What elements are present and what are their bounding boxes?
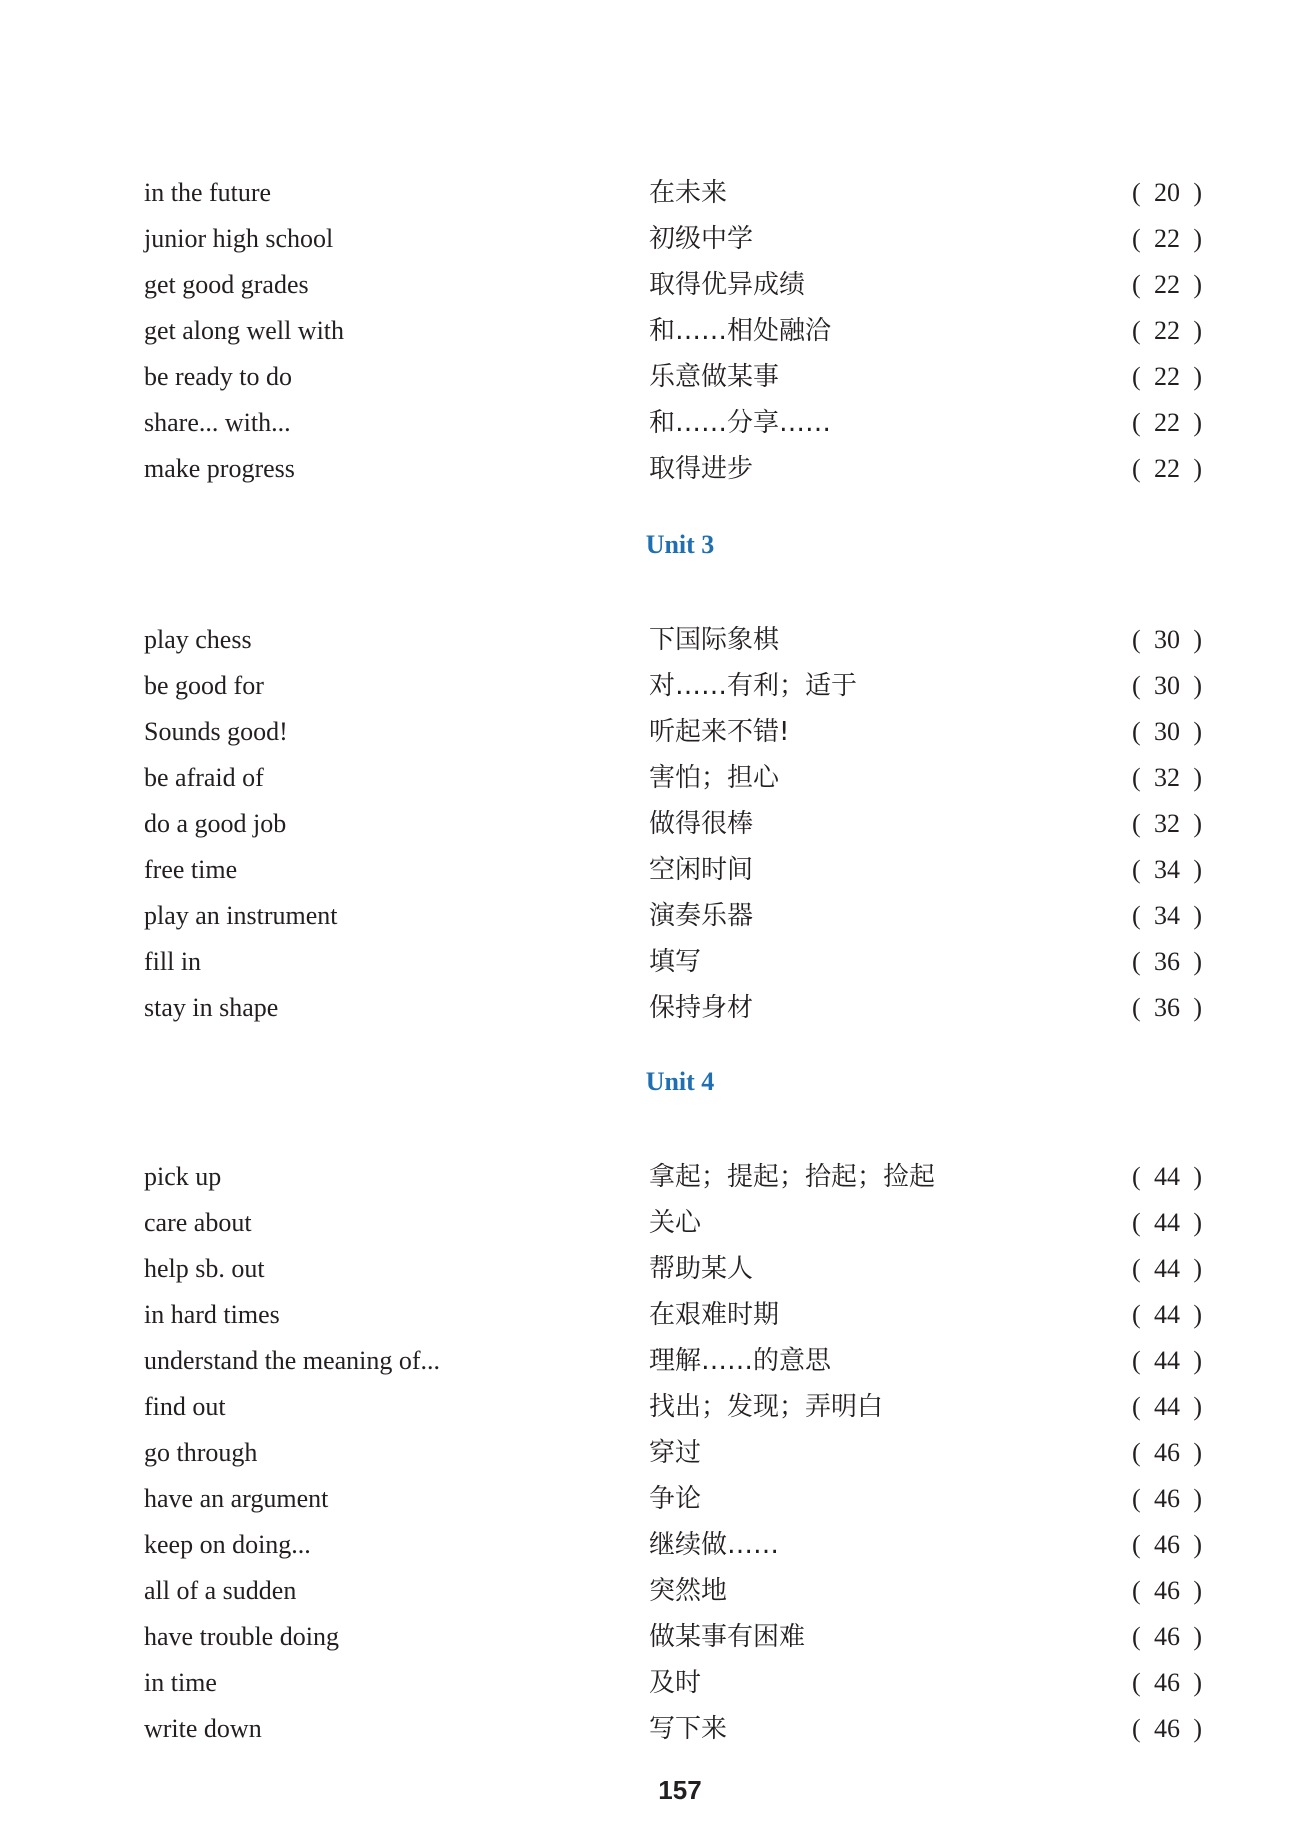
chinese-meaning: 在艰难时期 bbox=[649, 1300, 780, 1330]
english-phrase: have an argument bbox=[144, 1484, 329, 1513]
vocab-entry bbox=[0, 262, 1311, 308]
chinese-meaning: 找出；发现；弄明白 bbox=[649, 1392, 884, 1422]
english-phrase: fill in bbox=[144, 947, 202, 976]
page-reference: ( 44 ) bbox=[1132, 1254, 1202, 1283]
chinese-meaning: 继续做…… bbox=[649, 1530, 780, 1560]
page-reference: ( 20 ) bbox=[1132, 178, 1202, 207]
english-phrase: understand the meaning of... bbox=[144, 1346, 441, 1375]
chinese-meaning: 取得优异成绩 bbox=[649, 270, 806, 300]
vocab-entry bbox=[0, 446, 1311, 492]
page-reference: ( 44 ) bbox=[1132, 1208, 1202, 1237]
page-reference: ( 36 ) bbox=[1132, 947, 1202, 976]
page-reference: ( 30 ) bbox=[1132, 717, 1202, 746]
vocab-entry bbox=[0, 985, 1311, 1031]
english-phrase: Sounds good! bbox=[144, 717, 288, 746]
chinese-meaning: 听起来不错! bbox=[649, 717, 790, 747]
chinese-meaning: 演奏乐器 bbox=[649, 901, 754, 931]
unit-heading: Unit 4 bbox=[645, 1067, 715, 1096]
english-phrase: go through bbox=[144, 1438, 258, 1467]
chinese-meaning: 空闲时间 bbox=[649, 855, 754, 885]
vocab-entry bbox=[0, 1614, 1311, 1660]
vocab-entry bbox=[0, 939, 1311, 985]
vocab-entry bbox=[0, 847, 1311, 893]
vocab-entry bbox=[0, 400, 1311, 446]
chinese-meaning: 乐意做某事 bbox=[649, 362, 780, 392]
vocab-entry bbox=[0, 216, 1311, 262]
page-reference: ( 34 ) bbox=[1132, 855, 1202, 884]
english-phrase: play chess bbox=[144, 625, 252, 654]
vocab-entry bbox=[0, 1660, 1311, 1706]
english-phrase: in time bbox=[144, 1668, 217, 1697]
vocab-entry bbox=[0, 354, 1311, 400]
chinese-meaning: 在未来 bbox=[649, 178, 728, 208]
page-reference: ( 44 ) bbox=[1132, 1392, 1202, 1421]
vocab-entry bbox=[0, 1476, 1311, 1522]
english-phrase: pick up bbox=[144, 1162, 222, 1191]
chinese-meaning: 下国际象棋 bbox=[649, 625, 780, 655]
english-phrase: be afraid of bbox=[144, 763, 264, 792]
page-reference: ( 22 ) bbox=[1132, 270, 1202, 299]
english-phrase: get good grades bbox=[144, 270, 309, 299]
english-phrase: in the future bbox=[144, 178, 272, 207]
vocab-entry bbox=[0, 1522, 1311, 1568]
vocab-entry bbox=[0, 1430, 1311, 1476]
english-phrase: make progress bbox=[144, 454, 295, 483]
english-phrase: keep on doing... bbox=[144, 1530, 311, 1559]
chinese-meaning: 害怕；担心 bbox=[649, 763, 780, 793]
chinese-meaning: 突然地 bbox=[649, 1576, 728, 1606]
vocab-entry bbox=[0, 1338, 1311, 1384]
page-reference: ( 22 ) bbox=[1132, 362, 1202, 391]
page-reference: ( 22 ) bbox=[1132, 224, 1202, 253]
chinese-meaning: 填写 bbox=[649, 947, 702, 977]
chinese-meaning: 做得很棒 bbox=[649, 809, 754, 839]
chinese-meaning: 关心 bbox=[649, 1208, 702, 1238]
english-phrase: write down bbox=[144, 1714, 262, 1743]
vocab-entry bbox=[0, 1384, 1311, 1430]
vocab-entry bbox=[0, 755, 1311, 801]
page-reference: ( 22 ) bbox=[1132, 316, 1202, 345]
english-phrase: free time bbox=[144, 855, 238, 884]
page-reference: ( 46 ) bbox=[1132, 1438, 1202, 1467]
page-reference: ( 30 ) bbox=[1132, 671, 1202, 700]
vocab-entry bbox=[0, 893, 1311, 939]
english-phrase: care about bbox=[144, 1208, 252, 1237]
vocab-entry bbox=[0, 801, 1311, 847]
chinese-meaning: 争论 bbox=[649, 1484, 702, 1514]
page-reference: ( 22 ) bbox=[1132, 408, 1202, 437]
english-phrase: stay in shape bbox=[144, 993, 279, 1022]
chinese-meaning: 穿过 bbox=[649, 1438, 702, 1468]
page-reference: ( 30 ) bbox=[1132, 625, 1202, 654]
chinese-meaning: 帮助某人 bbox=[649, 1254, 754, 1284]
page-reference: ( 46 ) bbox=[1132, 1576, 1202, 1605]
vocab-entry bbox=[0, 1200, 1311, 1246]
chinese-meaning: 初级中学 bbox=[649, 224, 754, 254]
page-number: 157 bbox=[658, 1775, 702, 1805]
chinese-meaning: 和……相处融洽 bbox=[649, 316, 832, 346]
chinese-meaning: 取得进步 bbox=[649, 454, 754, 484]
english-phrase: junior high school bbox=[144, 224, 334, 253]
page-reference: ( 22 ) bbox=[1132, 454, 1202, 483]
page-reference: ( 44 ) bbox=[1132, 1162, 1202, 1191]
chinese-meaning: 对……有利；适于 bbox=[649, 671, 858, 701]
chinese-meaning: 和……分享…… bbox=[649, 408, 832, 438]
page-reference: ( 46 ) bbox=[1132, 1668, 1202, 1697]
vocab-entry bbox=[0, 1154, 1311, 1200]
page-reference: ( 32 ) bbox=[1132, 809, 1202, 838]
english-phrase: all of a sudden bbox=[144, 1576, 297, 1605]
chinese-meaning: 做某事有困难 bbox=[649, 1622, 806, 1652]
english-phrase: be good for bbox=[144, 671, 264, 700]
vocab-entry bbox=[0, 170, 1311, 216]
page-reference: ( 44 ) bbox=[1132, 1300, 1202, 1329]
page-reference: ( 36 ) bbox=[1132, 993, 1202, 1022]
vocab-entry bbox=[0, 709, 1311, 755]
english-phrase: help sb. out bbox=[144, 1254, 265, 1283]
chinese-meaning: 理解……的意思 bbox=[649, 1346, 832, 1376]
english-phrase: find out bbox=[144, 1392, 226, 1421]
page-reference: ( 34 ) bbox=[1132, 901, 1202, 930]
vocab-entry bbox=[0, 1568, 1311, 1614]
english-phrase: get along well with bbox=[144, 316, 345, 345]
page-reference: ( 32 ) bbox=[1132, 763, 1202, 792]
chinese-meaning: 拿起；提起；拾起；捡起 bbox=[649, 1162, 936, 1192]
english-phrase: be ready to do bbox=[144, 362, 293, 391]
vocab-entry bbox=[0, 308, 1311, 354]
english-phrase: have trouble doing bbox=[144, 1622, 339, 1651]
vocab-entry bbox=[0, 1706, 1311, 1752]
page-reference: ( 46 ) bbox=[1132, 1622, 1202, 1651]
page-reference: ( 46 ) bbox=[1132, 1714, 1202, 1743]
vocab-entry bbox=[0, 1246, 1311, 1292]
page-reference: ( 46 ) bbox=[1132, 1484, 1202, 1513]
vocab-entry bbox=[0, 617, 1311, 663]
english-phrase: share... with... bbox=[144, 408, 291, 437]
unit-heading: Unit 3 bbox=[645, 530, 715, 559]
vocab-entry bbox=[0, 663, 1311, 709]
vocab-entry bbox=[0, 1292, 1311, 1338]
chinese-meaning: 及时 bbox=[649, 1668, 702, 1698]
page-reference: ( 46 ) bbox=[1132, 1530, 1202, 1559]
chinese-meaning: 保持身材 bbox=[649, 993, 754, 1023]
english-phrase: play an instrument bbox=[144, 901, 338, 930]
page-reference: ( 44 ) bbox=[1132, 1346, 1202, 1375]
chinese-meaning: 写下来 bbox=[649, 1714, 728, 1744]
english-phrase: do a good job bbox=[144, 809, 287, 838]
english-phrase: in hard times bbox=[144, 1300, 280, 1329]
